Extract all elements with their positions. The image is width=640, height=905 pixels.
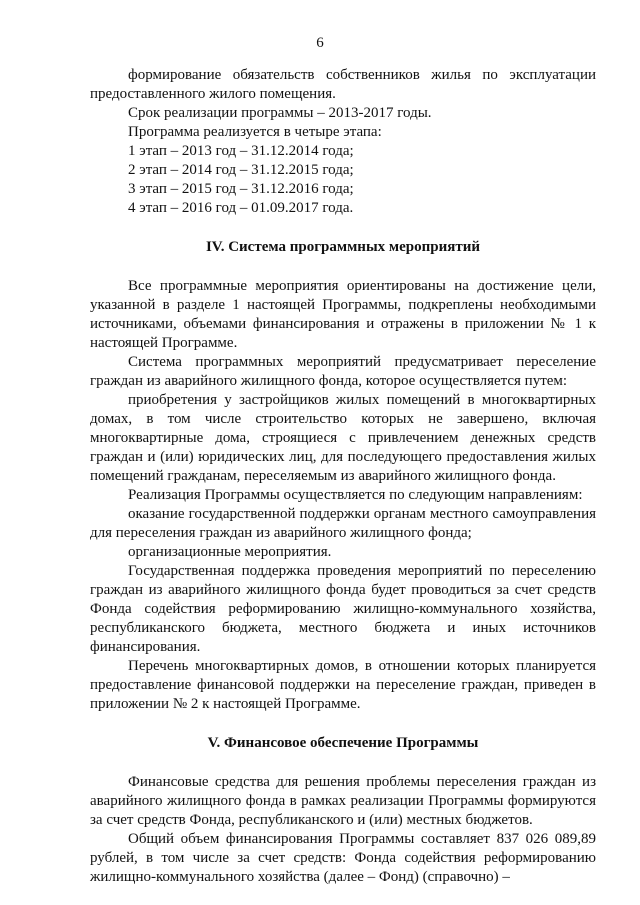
section-4-paragraph: приобретения у застройщиков жилых помещений в многоквартирных домах, в том числе строительство которых не завершено, включая многоквартирные дома, строящиеся с привлечением денежных средств граждан и (или) юридических лиц, для последующего предоставления жилых помещений гражданам, переселяемым из аварийного жилищного фонда. <box>90 392 596 484</box>
section-4-paragraph: оказание государственной поддержки органам местного самоуправления для переселения граждан из аварийного жилищного фонда; <box>90 506 596 541</box>
section-5-heading: V. Финансовое обеспечение Программы <box>207 735 479 751</box>
stage-item: 2 этап – 2014 год – 31.12.2015 года; <box>128 162 354 178</box>
section-4-paragraph: Реализация Программы осуществляется по следующим направлениям: <box>128 487 583 503</box>
stage-item: 1 этап – 2013 год – 31.12.2014 года; <box>128 143 354 159</box>
intro-paragraph-1: формирование обязательств собственников жилья по эксплуатации предоставленного жилого помещения. <box>90 67 596 102</box>
section-4-paragraph: Перечень многоквартирных домов, в отношении которых планируется предоставление финансовой поддержки на переселение граждан, приведен в приложении № 2 к настоящей Программе. <box>90 658 596 712</box>
intro-paragraph-3: Программа реализуется в четыре этапа: <box>128 124 382 140</box>
section-5-paragraph: Финансовые средства для решения проблемы переселения граждан из аварийного жилищного фонда в рамках реализации Программы формируются за счет средств Фонда, республиканского и (или) местных бюджетов. <box>90 774 596 828</box>
page-number: 6 <box>316 35 324 51</box>
section-5-paragraph: Общий объем финансирования Программы составляет 837 026 089,89 рублей, в том числе за счет средств: Фонда содействия реформированию жилищно-коммунального хозяйства (далее – Фонд) (справочно) – <box>90 831 596 885</box>
section-4-heading: IV. Система программных мероприятий <box>205 239 481 255</box>
stage-list <box>90 142 596 218</box>
page-content <box>90 66 596 887</box>
section-4-paragraph: Система программных мероприятий предусматривает переселение граждан из аварийного жилищного фонда, которое осуществляется путем: <box>90 354 596 389</box>
section-4-paragraph: Все программные мероприятия ориентированы на достижение цели, указанной в разделе 1 настоящей Программы, подкреплены необходимыми источниками, объемами финансирования и отражены в приложении № 1 к настоящей Программе. <box>90 278 596 351</box>
stage-item: 3 этап – 2015 год – 31.12.2016 года; <box>128 181 354 197</box>
stage-item: 4 этап – 2016 год – 01.09.2017 года. <box>128 200 354 216</box>
section-4-paragraph: организационные мероприятия. <box>128 544 332 560</box>
section-4-paragraph: Государственная поддержка проведения мероприятий по переселению граждан из аварийного жилищного фонда будет проводиться за счет средств Фонда содействия реформированию жилищно-коммунального хозяйства, республиканского бюджета, местного бюджета и иных источников финансирования. <box>90 563 596 655</box>
intro-paragraph-2: Срок реализации программы – 2013-2017 годы. <box>128 105 432 121</box>
